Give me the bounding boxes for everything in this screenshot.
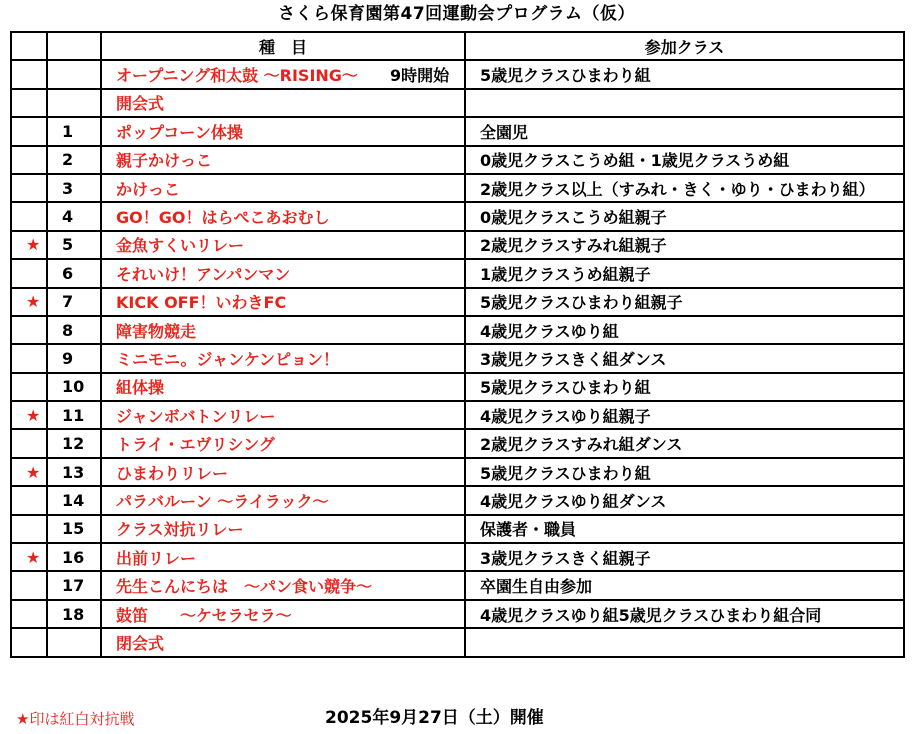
participant-class: 4歳児クラスゆり組ダンス: [465, 486, 904, 514]
star-mark: [11, 515, 47, 543]
event-name-cell: [101, 429, 465, 457]
table-row: [11, 401, 904, 429]
star-mark: [11, 146, 47, 174]
star-mark: [11, 259, 47, 287]
event-name-cell: [101, 373, 465, 401]
event-number: 1: [47, 117, 101, 145]
star-mark: [11, 344, 47, 372]
star-mark: [11, 117, 47, 145]
table-row: [11, 288, 904, 316]
participant-class: 4歳児クラスゆり組親子: [465, 401, 904, 429]
event-name-cell: [101, 117, 465, 145]
participant-class: 0歳児クラスこうめ組・1歳児クラスうめ組: [465, 146, 904, 174]
event-name-cell: [101, 259, 465, 287]
table-row: [11, 600, 904, 628]
event-name: 障害物競走: [116, 321, 197, 341]
event-name: 出前リレー: [116, 548, 197, 568]
star-mark: ★: [11, 458, 47, 486]
event-name-cell: [101, 571, 465, 599]
table-row: [11, 486, 904, 514]
participant-class: 4歳児クラスゆり組: [465, 316, 904, 344]
star-mark: [11, 628, 47, 656]
participant-class: [465, 628, 904, 656]
header-class: 参加クラス: [465, 32, 904, 60]
star-mark: [11, 202, 47, 230]
event-name: かけっこ: [116, 179, 181, 199]
table-row: [11, 231, 904, 259]
participant-class: 0歳児クラスこうめ組親子: [465, 202, 904, 230]
footnote: ★印は紅白対抗戦: [16, 710, 135, 728]
table-row: [11, 458, 904, 486]
event-name: ポップコーン体操: [116, 122, 243, 142]
event-name: 鼓笛 ～ケセラセラ～: [116, 605, 292, 625]
participant-class: 保護者・職員: [465, 515, 904, 543]
event-name-cell: [101, 174, 465, 202]
table-row: [11, 628, 904, 656]
participant-class: 2歳児クラスすみれ組親子: [465, 231, 904, 259]
event-number: 14: [47, 486, 101, 514]
participant-class: 4歳児クラスゆり組5歳児クラスひまわり組合同: [465, 600, 904, 628]
event-number: 2: [47, 146, 101, 174]
star-mark: ★: [11, 401, 47, 429]
star-mark: ★: [11, 543, 47, 571]
participant-class: 3歳児クラスきく組ダンス: [465, 344, 904, 372]
event-date: 2025年9月27日（土）開催: [325, 708, 544, 728]
start-time: 9時開始: [389, 66, 450, 86]
event-number: 16: [47, 543, 101, 571]
header-star: [11, 32, 47, 60]
participant-class: 3歳児クラスきく組親子: [465, 543, 904, 571]
participant-class: 2歳児クラスすみれ組ダンス: [465, 429, 904, 457]
participant-class: 5歳児クラスひまわり組: [465, 373, 904, 401]
event-name: 組体操: [116, 378, 165, 398]
event-name: パラバルーン ～ライラック～: [116, 491, 329, 511]
table-row: [11, 571, 904, 599]
event-name-cell: [101, 486, 465, 514]
event-name-cell: [101, 202, 465, 230]
event-name: 閉会式: [116, 633, 165, 653]
event-name: 親子かけっこ: [116, 151, 213, 171]
event-name: 開会式: [116, 94, 165, 114]
star-mark: ★: [11, 288, 47, 316]
event-name-cell: [101, 231, 465, 259]
event-name: ミニモニ。ジャンケンピョン！: [116, 349, 340, 369]
event-number: 8: [47, 316, 101, 344]
event-number: 15: [47, 515, 101, 543]
event-name: ひまわりリレー: [116, 463, 229, 483]
star-mark: [11, 60, 47, 88]
event-name-cell: [101, 600, 465, 628]
event-name-cell: [101, 344, 465, 372]
event-number: 6: [47, 259, 101, 287]
event-name: トライ・エヴリシング: [116, 435, 275, 455]
event-number: 11: [47, 401, 101, 429]
table-row: [11, 316, 904, 344]
star-mark: [11, 486, 47, 514]
event-number: 17: [47, 571, 101, 599]
event-number: 9: [47, 344, 101, 372]
star-mark: [11, 373, 47, 401]
event-number: 12: [47, 429, 101, 457]
event-name-cell: [101, 401, 465, 429]
table-row: [11, 202, 904, 230]
star-mark: [11, 600, 47, 628]
event-name-cell: [101, 543, 465, 571]
event-name: GO！GO！はらぺこあおむし: [116, 208, 330, 228]
event-name-cell: [101, 146, 465, 174]
table-header-row: [11, 32, 904, 60]
participant-class: 5歳児クラスひまわり組親子: [465, 288, 904, 316]
participant-class: 全園児: [465, 117, 904, 145]
star-mark: [11, 89, 47, 117]
participant-class: 卒園生自由参加: [465, 571, 904, 599]
event-name: クラス対抗リレー: [116, 520, 244, 540]
participant-class: 5歳児クラスひまわり組: [465, 458, 904, 486]
table-row: [11, 259, 904, 287]
event-number: 5: [47, 231, 101, 259]
table-row: [11, 344, 904, 372]
event-number: 3: [47, 174, 101, 202]
event-name: 金魚すくいリレー: [116, 236, 245, 256]
event-name: それいけ！アンパンマン: [116, 264, 291, 284]
table-row: [11, 543, 904, 571]
event-name-cell: [101, 60, 465, 88]
participant-class: [465, 89, 904, 117]
event-name-cell: [101, 316, 465, 344]
table-row: [11, 429, 904, 457]
page-title: さくら保育園第47回運動会プログラム（仮）: [278, 4, 635, 24]
event-number: [47, 89, 101, 117]
star-mark: [11, 429, 47, 457]
star-mark: [11, 316, 47, 344]
table-row: [11, 117, 904, 145]
event-name: 先生こんにちは ～パン食い競争～: [116, 577, 373, 597]
table-row: [11, 515, 904, 543]
event-name-cell: [101, 288, 465, 316]
event-name: ジャンボバトンリレー: [116, 406, 276, 426]
event-name-cell: [101, 515, 465, 543]
event-name-cell: [101, 458, 465, 486]
star-mark: ★: [11, 231, 47, 259]
event-number: 18: [47, 600, 101, 628]
star-mark: [11, 571, 47, 599]
participant-class: 1歳児クラスうめ組親子: [465, 259, 904, 287]
event-name-cell: [101, 628, 465, 656]
event-number: [47, 60, 101, 88]
star-mark: [11, 174, 47, 202]
event-name-cell: [101, 89, 465, 117]
table-row: [11, 89, 904, 117]
table-row: [11, 373, 904, 401]
event-name: KICK OFF！いわきFC: [116, 293, 287, 313]
participant-class: 2歳児クラス以上（すみれ・きく・ゆり・ひまわり組）: [465, 174, 904, 202]
program-table: [10, 31, 905, 658]
event-number: [47, 628, 101, 656]
event-number: 7: [47, 288, 101, 316]
header-number: [47, 32, 101, 60]
table-row: [11, 146, 904, 174]
header-event: 種 目: [101, 32, 465, 60]
event-name: オープニング和太鼓 ～RISING～: [116, 66, 358, 86]
table-row: [11, 60, 904, 88]
event-number: 10: [47, 373, 101, 401]
event-number: 4: [47, 202, 101, 230]
participant-class: 5歳児クラスひまわり組: [465, 60, 904, 88]
table-row: [11, 174, 904, 202]
event-number: 13: [47, 458, 101, 486]
